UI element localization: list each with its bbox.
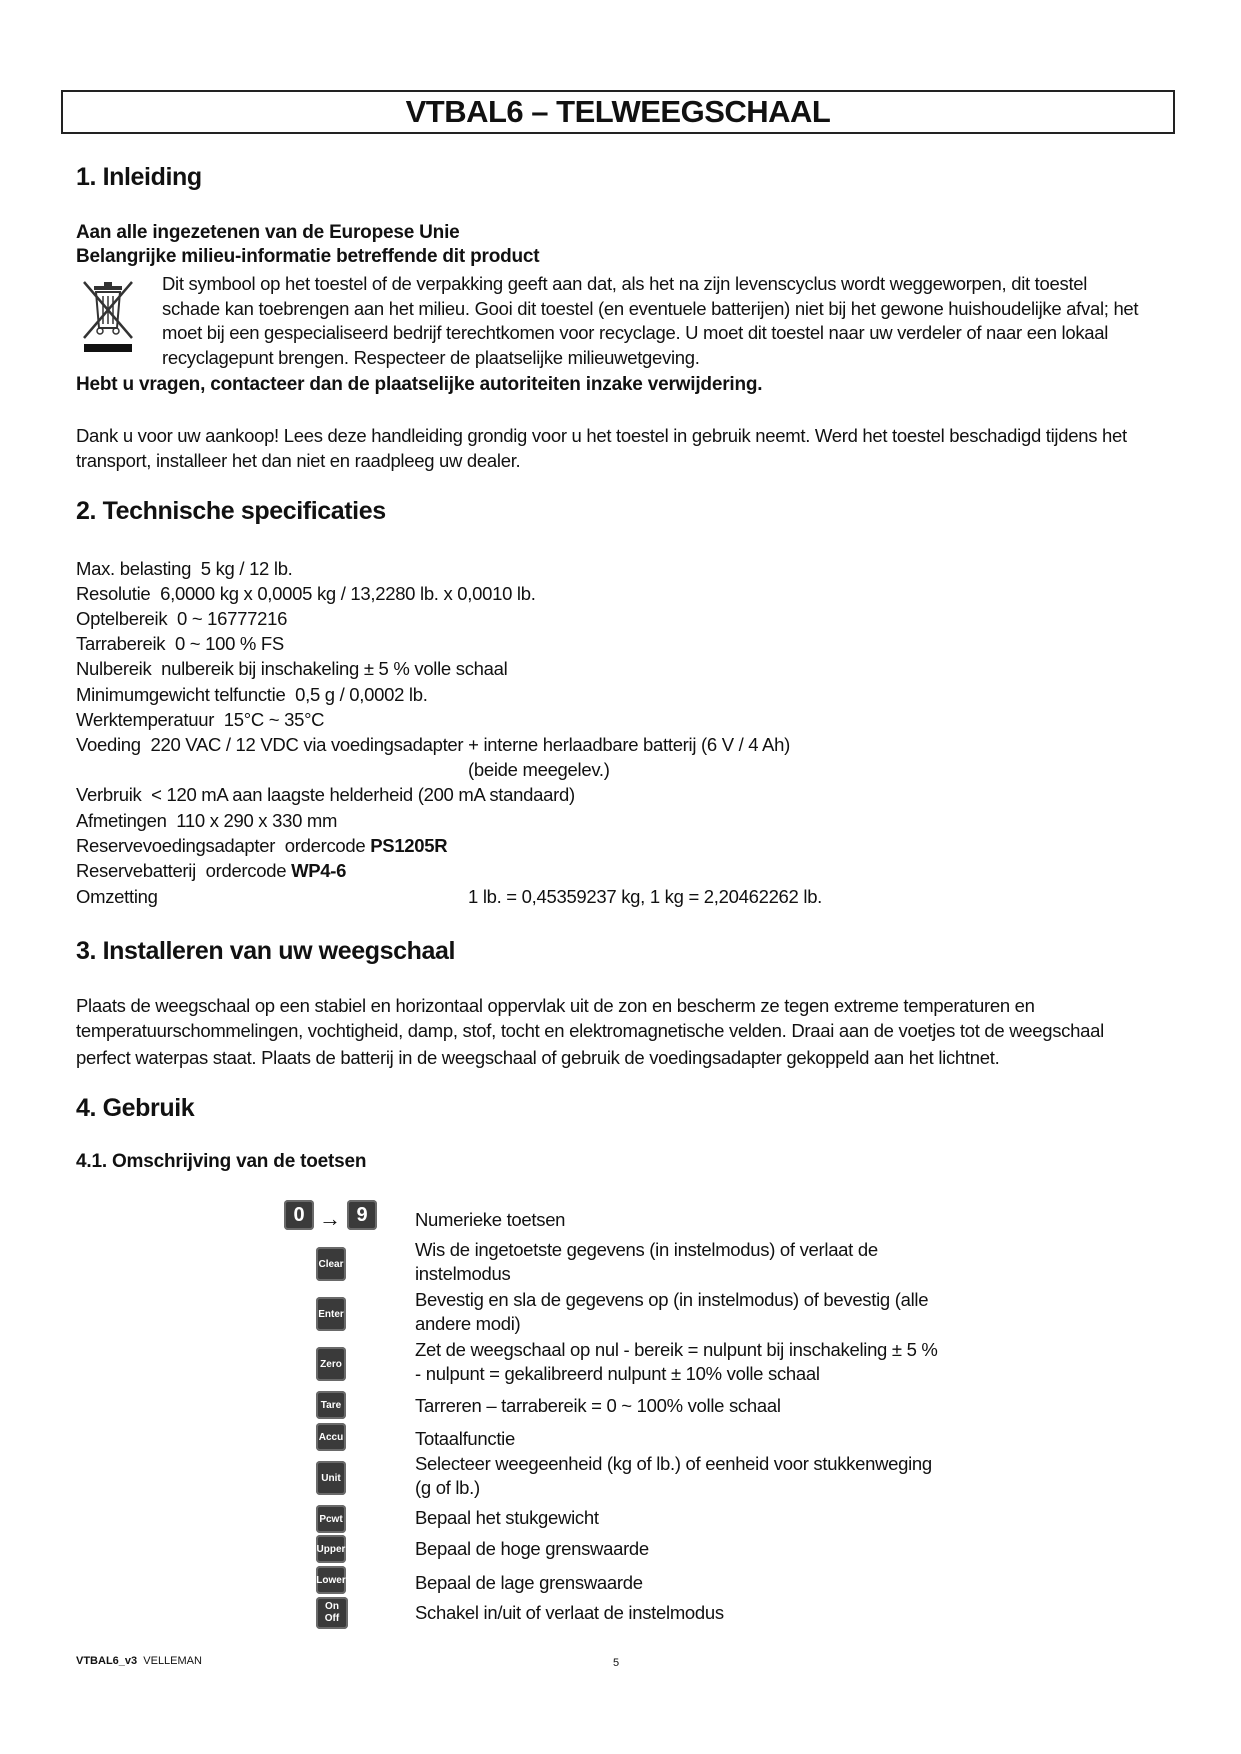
- spec-value: 15°C ~ 35°C: [223, 709, 325, 730]
- key-description: [415, 1506, 975, 1530]
- spec-value: 0 ~ 16777216: [177, 608, 288, 629]
- spec-label: Max. belasting: [76, 558, 192, 579]
- spec-ordercode: PS1205R: [370, 835, 448, 856]
- key-description: [415, 1571, 975, 1595]
- key-description: [415, 1208, 975, 1232]
- env-line: moet bij een gespecialiseerd bedrijf terechtkomen voor recyclage. U moet dit toestel naar uw verdeler of naar een lokaal: [162, 322, 1109, 343]
- section-4-heading: 4. Gebruik: [76, 1094, 195, 1122]
- key-desc-line: Numerieke toetsen: [415, 1209, 566, 1230]
- spec-row: [76, 835, 447, 857]
- key-on-off-icon: [316, 1597, 348, 1629]
- spec-label: Optelbereik: [76, 608, 168, 629]
- spec-row: [468, 886, 822, 908]
- weee-bin-icon: [78, 276, 138, 356]
- key-on-label: On: [325, 1601, 339, 1612]
- spec-row: [76, 709, 324, 731]
- spec-row: [76, 633, 284, 655]
- spec-label: Resolutie: [76, 583, 151, 604]
- key-description: [415, 1238, 975, 1286]
- thanks-line: Dank u voor uw aankoop! Lees deze handleiding grondig voor u het toestel in gebruik neemt. Werd het toestel beschadigd tijdens het: [76, 425, 1127, 446]
- spec-row: [76, 734, 790, 756]
- key-lower-icon: Lower: [316, 1566, 346, 1594]
- key-clear-icon: Clear: [316, 1247, 346, 1281]
- env-line: recyclagepunt brengen. Respecteer de plaatselijke milieuwetgeving.: [162, 346, 700, 368]
- page-number: 5: [613, 1657, 620, 1669]
- key-desc-line: Zet de weegschaal op nul - bereik = nulpunt bij inschakeling ± 5 %: [415, 1339, 938, 1360]
- thanks-paragraph: [76, 424, 1127, 473]
- spec-value: 110 x 290 x 330 mm: [176, 810, 338, 831]
- thanks-line: transport, installeer het dan niet en raadpleeg uw dealer.: [76, 449, 521, 471]
- spec-row: [76, 886, 158, 908]
- spec-value: < 120 mA aan laagste helderheid (200 mA standaard): [151, 784, 575, 805]
- env-heading: Belangrijke milieu-informatie betreffende dit product: [76, 246, 540, 267]
- footer-brand: VELLEMAN: [143, 1655, 202, 1667]
- key-description: [415, 1338, 975, 1386]
- spec-row: [76, 608, 287, 630]
- spec-row: [76, 583, 536, 605]
- key-desc-line: Bevestig en sla de gegevens op (in instelmodus) of bevestig (alle: [415, 1289, 929, 1310]
- section-2-heading: 2. Technische specificaties: [76, 497, 386, 525]
- key-0-icon: 0: [284, 1200, 314, 1230]
- key-desc-line: instelmodus: [415, 1263, 511, 1284]
- key-unit-icon: Unit: [316, 1461, 346, 1495]
- key-desc-line: Totaalfunctie: [415, 1428, 515, 1449]
- spec-label: Omzetting: [76, 886, 158, 907]
- spec-value: (beide meegelev.): [468, 759, 610, 780]
- key-desc-line: Selecteer weegeenheid (kg of lb.) of eenheid voor stukkenweging: [415, 1453, 932, 1474]
- spec-row: [468, 759, 610, 781]
- spec-row: [76, 684, 428, 706]
- install-line: perfect waterpas staat. Plaats de batterij in de weegschaal of gebruik de voedingsadapter gekoppeld aan het lichtnet.: [76, 1047, 1000, 1068]
- spec-value: ordercode: [284, 835, 366, 856]
- key-pcwt-icon: Pcwt: [316, 1505, 346, 1533]
- spec-label: Afmetingen: [76, 810, 167, 831]
- spec-label: Verbruik: [76, 784, 142, 805]
- spec-label: Minimumgewicht telfunctie: [76, 684, 286, 705]
- install-paragraph: [76, 994, 1104, 1071]
- key-desc-line: Schakel in/uit of verlaat de instelmodus: [415, 1602, 724, 1623]
- spec-value: 1 lb. = 0,45359237 kg, 1 kg = 2,20462262 lb.: [468, 886, 823, 907]
- spec-label: Reservebatterij: [76, 860, 196, 881]
- key-desc-line: Bepaal het stukgewicht: [415, 1507, 599, 1528]
- spec-value: ordercode: [205, 860, 287, 881]
- spec-value: 0 ~ 100 % FS: [174, 633, 284, 654]
- spec-value: 5 kg / 12 lb.: [200, 558, 293, 579]
- key-enter-icon: Enter: [316, 1297, 346, 1331]
- section-3-heading: 3. Installeren van uw weegschaal: [76, 937, 456, 965]
- spec-label: Tarrabereik: [76, 633, 166, 654]
- key-description: [415, 1537, 975, 1561]
- spec-value: 0,5 g / 0,0002 lb.: [295, 684, 428, 705]
- key-desc-line: Tarreren – tarrabereik = 0 ~ 100% volle schaal: [415, 1395, 781, 1416]
- spec-label: Nulbereik: [76, 658, 152, 679]
- questions-text: Hebt u vragen, contacteer dan de plaatselijke autoriteiten inzake verwijdering.: [76, 374, 763, 395]
- key-desc-line: (g of lb.): [415, 1477, 480, 1498]
- install-line: Plaats de weegschaal op een stabiel en horizontaal oppervlak uit de zon en bescherm ze tegen extreme temperaturen en: [76, 995, 1035, 1016]
- env-line: schade kan toebrengen aan het milieu. Gooi dit toestel (en eventuele batterijen) niet bij het gewone huishoudelijke afval; het: [162, 297, 1139, 319]
- footer-doc-code: VTBAL6_v3: [76, 1655, 138, 1667]
- key-description: [415, 1394, 975, 1418]
- env-line: Dit symbool op het toestel of de verpakking geeft aan dat, als het na zijn levenscyclus wordt weggeworpen, dit toestel: [162, 273, 1088, 294]
- key-description: [415, 1288, 975, 1336]
- spec-value: 220 VAC / 12 VDC via voedingsadapter + interne herlaadbare batterij (6 V / 4 Ah): [150, 734, 790, 755]
- spec-label: Reservevoedingsadapter: [76, 835, 276, 856]
- key-desc-line: - nulpunt = gekalibreerd nulpunt ± 10% volle schaal: [415, 1363, 820, 1384]
- install-line: temperatuurschommelingen, vochtigheid, damp, stof, tocht en elektromagnetische velden. Draai aan de voetjes tot de weegschaal: [76, 1019, 1104, 1041]
- spec-row: [76, 784, 575, 806]
- spec-row: [76, 658, 507, 680]
- spec-label: Voeding: [76, 734, 141, 755]
- key-desc-line: Bepaal de lage grenswaarde: [415, 1572, 643, 1593]
- key-tare-icon: Tare: [316, 1391, 346, 1419]
- spec-ordercode: WP4-6: [291, 860, 347, 881]
- subsection-4-1-heading: 4.1. Omschrijving van de toetsen: [76, 1151, 367, 1172]
- key-desc-line: Bepaal de hoge grenswaarde: [415, 1538, 649, 1559]
- spec-value: 6,0000 kg x 0,0005 kg / 13,2280 lb. x 0,0010 lb.: [160, 583, 536, 604]
- title-box: [61, 90, 1175, 134]
- spec-row: [76, 810, 337, 832]
- spec-label: Werktemperatuur: [76, 709, 215, 730]
- section-1-heading: 1. Inleiding: [76, 163, 202, 191]
- env-paragraph: [162, 272, 1138, 370]
- key-9-icon: 9: [347, 1200, 377, 1230]
- spec-row: [76, 860, 346, 882]
- spec-row: [76, 558, 293, 580]
- eu-heading: Aan alle ingezetenen van de Europese Unie: [76, 222, 460, 243]
- key-desc-line: Wis de ingetoetste gegevens (in instelmodus) of verlaat de: [415, 1239, 878, 1260]
- key-desc-line: andere modi): [415, 1313, 521, 1334]
- page-title: VTBAL6 – TELWEEGSCHAAL: [405, 94, 831, 129]
- key-off-label: Off: [324, 1613, 340, 1624]
- key-accu-icon: Accu: [316, 1423, 346, 1451]
- arrow-icon: →: [319, 1206, 341, 1231]
- key-upper-icon: Upper: [316, 1535, 346, 1563]
- key-description: [415, 1452, 975, 1500]
- footer-doc-info: [76, 1655, 202, 1667]
- key-description: [415, 1601, 975, 1625]
- key-zero-icon: Zero: [316, 1347, 346, 1381]
- spec-value: nulbereik bij inschakeling ± 5 % volle schaal: [161, 658, 508, 679]
- key-description: [415, 1427, 975, 1451]
